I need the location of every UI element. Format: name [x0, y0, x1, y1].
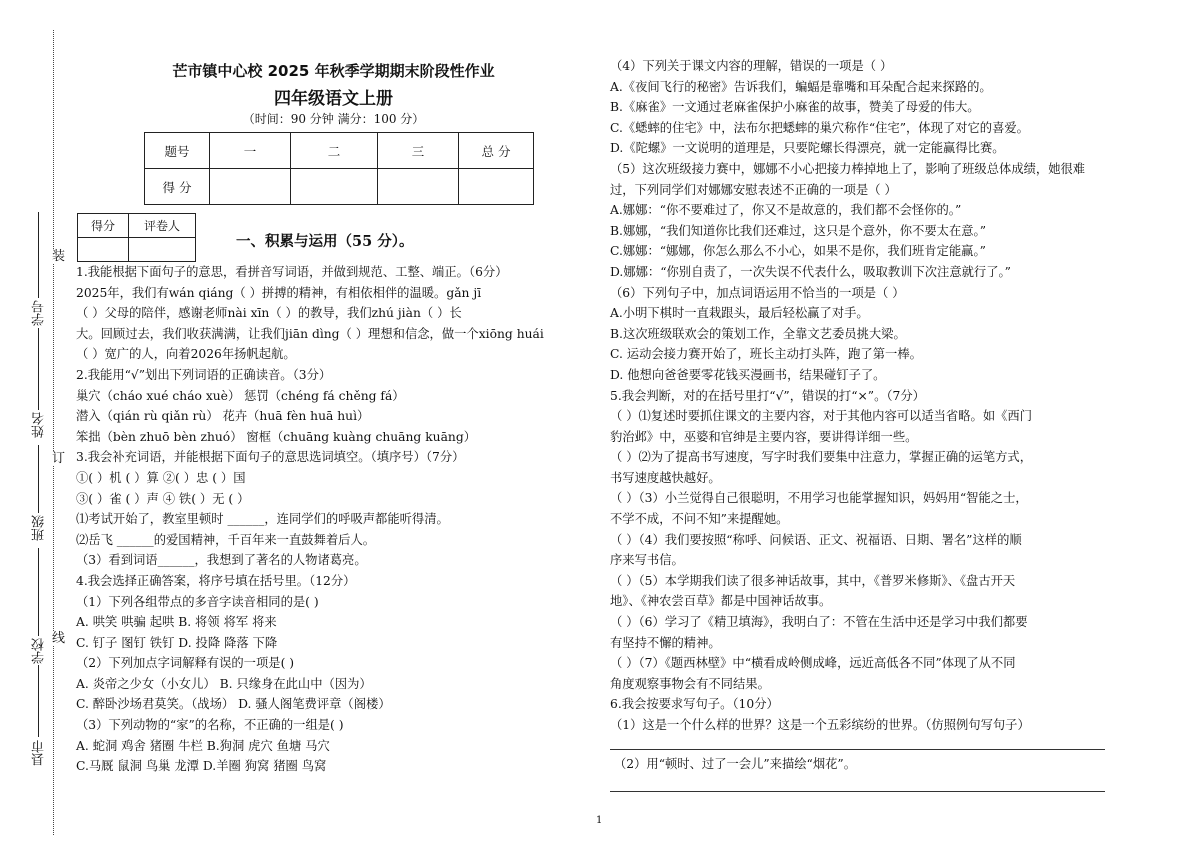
question-line: （6）下列句子中，加点词语运用不恰当的一项是（ ） — [610, 285, 905, 300]
question-line: A.小明下棋时一直栽跟头，最后轻松赢了对手。 — [610, 306, 869, 321]
question-line: （ ）（3）小兰觉得自己很聪明，不用学习也能掌握知识，妈妈用“智能之士， — [610, 491, 1028, 506]
question-line: 序来写书信。 — [610, 553, 684, 568]
question-line: C.马厩 鼠洞 鸟巢 龙潭 D.羊圈 狗窝 猪圈 鸟窝 — [76, 759, 327, 774]
question-line: （ ）（7）《题西林壁》中“横看成岭侧成峰，远近高低各不同”体现了从不同 — [610, 656, 1016, 671]
question-line: 书写速度越快越好。 — [610, 470, 721, 485]
question-line: 过，下列同学们对娜娜安慰表述不正确的一项是（ ） — [610, 182, 897, 197]
grader-score-cell[interactable] — [78, 238, 129, 262]
grader-name-cell[interactable] — [129, 238, 196, 262]
question-line: C. 钉子 图钉 铁钉 D. 投降 降落 下降 — [76, 635, 278, 650]
right-column — [610, 56, 1130, 736]
question-line: C.《蟋蟀的住宅》中，法布尔把蟋蟀的巢穴称作“住宅”，体现了对它的喜爱。 — [610, 120, 1029, 135]
question-line: （1）下列各组带点的多音字读音相同的是( ) — [76, 594, 319, 609]
score-table-header: 题号 — [145, 133, 210, 169]
field-name: 姓名 — [32, 412, 47, 438]
grader-score-label: 得分 — [78, 214, 129, 238]
question-line: A. 蛇洞 鸡舍 猪圈 牛栏 B.狗洞 虎穴 鱼塘 马穴 — [76, 738, 330, 753]
question-line: （ ）（5）本学期我们读了很多神话故事，其中，《普罗米修斯》、《盘古开天 — [610, 573, 1016, 588]
question-line: ③( ）雀 ( ）声 ④ 铁( ）无 ( ） — [76, 491, 250, 506]
question-line: 笨拙（bèn zhuō bèn zhuó） 窗框（chuāng kuàng chuāng kuāng） — [76, 429, 477, 444]
question-line: D.《陀螺》一文说明的道理是，只要陀螺长得漂亮，就一定能赢得比赛。 — [610, 141, 1005, 156]
question-line: ⑴考试开始了，教室里顿时 ______，连同学们的呼吸声都能听得清。 — [76, 512, 449, 527]
question-line: 巢穴（cháo xué cháo xuè） 惩罚（chéng fá chěng fá） — [76, 388, 405, 403]
question-line: C. 运动会接力赛开始了，班长主动打头阵，跑了第一棒。 — [610, 347, 922, 362]
score-cell[interactable] — [210, 169, 291, 205]
field-class-line — [38, 445, 39, 513]
question-line: 大。回顾过去，我们收获满满，让我们jiān dìng（ ）理想和信念，做一个xiōng huái — [76, 326, 544, 341]
grader-name-label: 评卷人 — [129, 214, 196, 238]
score-cell[interactable] — [459, 169, 534, 205]
question-line: （1）这是一个什么样的世界？这是一个五彩缤纷的世界。（仿照例句写句子） — [610, 718, 1030, 732]
binding-mark-zhuang: 装 — [52, 249, 66, 264]
question-line: D.娜娜：“你别自责了，一次失误不代表什么，吸取教训下次注意就行了。” — [610, 264, 1011, 279]
question-line: （3）下列动物的“家”的名称，不正确的一组是( ) — [76, 718, 344, 733]
field-student-number-line — [38, 212, 39, 298]
exam-time-info: （时间：90 分钟 满分：100 分） — [242, 112, 425, 126]
page-number: 1 — [596, 815, 603, 826]
question-line: 6.我会按要求写句子。（10分） — [610, 697, 779, 712]
question-line: （ ）⑵为了提高书写速度，写字时我们要集中注意力，掌握正确的运笔方式， — [610, 450, 1033, 465]
question-line: 地》、《神农尝百草》都是中国神话故事。 — [610, 594, 832, 609]
binding-mark-xian: 线 — [52, 631, 66, 646]
question-line: （ ）父母的陪伴，感谢老师nài xīn（ ）的教导，我们zhú jiàn（ ）长 — [76, 306, 462, 321]
score-cell[interactable] — [378, 169, 459, 205]
question-line: 潜入（qián rù qiǎn rù） 花卉（huā fèn huā huì） — [76, 409, 370, 424]
exam-subject-title: 四年级语文上册 — [274, 89, 393, 109]
question-line: B.这次班级联欢会的策划工作，全靠文艺委员挑大梁。 — [610, 326, 906, 341]
question-line: B.《麻雀》一文通过老麻雀保护小麻雀的故事，赞美了母爱的伟大。 — [610, 100, 980, 115]
question-line: （ ）（4）我们要按照“称呼、问候语、正文、祝福语、日期、署名”这样的顺 — [610, 532, 1022, 547]
question-line: D. 他想向爸爸要零花钱买漫画书，结果碰钉子了。 — [610, 367, 886, 382]
field-school: 学校 — [32, 638, 47, 664]
field-school-line — [38, 548, 39, 636]
section-title: 一、积累与运用（55 分）。 — [236, 233, 414, 250]
binding-dotted-line — [53, 30, 54, 835]
score-table-header: 一 — [210, 133, 291, 169]
field-student-number: 学号 — [32, 300, 47, 326]
question-line: （2）下列加点字词解释有误的一项是( ) — [76, 656, 295, 671]
binding-mark-ding: 订 — [52, 451, 66, 466]
question-line: （3）看到词语______，我想到了著名的人物诸葛亮。 — [76, 553, 367, 568]
question-line: A.《夜间飞行的秘密》告诉我们，蝙蝠是靠嘴和耳朵配合起来探路的。 — [610, 79, 992, 94]
question-line: 5.我会判断，对的在括号里打“√”，错误的打“×”。（7分） — [610, 388, 925, 403]
question-line: （ ）（6）学习了《精卫填海》，我明白了：不管在生活中还是学习中我们都要 — [610, 615, 1028, 630]
question-line: A. 炎帝之少女（小女儿） B. 只缘身在此山中（因为） — [76, 676, 372, 691]
question-line: B.娜娜，“我们知道你比我们还难过，这只是个意外，你不要太在意。” — [610, 223, 986, 238]
question-line: A. 哄笑 哄骗 起哄 B. 将领 将军 将来 — [76, 615, 277, 630]
score-table-header: 总 分 — [459, 133, 534, 169]
field-county-line — [38, 665, 39, 737]
question-line: ①( ）机 ( ）算 ②( ）忠 ( ）国 — [76, 470, 246, 485]
grader-table — [77, 213, 196, 262]
exam-school-title: 芒市镇中心校 2025 年秋季学期期末阶段性作业 — [172, 62, 495, 80]
question-line: C. 醉卧沙场君莫笑。（战场） D. 骚人阁笔费评章（阁楼） — [76, 697, 391, 712]
question-line: 豹治邺》中，巫婆和官绅是主要内容，要讲得详细一些。 — [610, 429, 918, 444]
field-county: 县市 — [32, 740, 47, 766]
question-line: A.娜娜：“你不要难过了，你又不是故意的，我们都不会怪你的。” — [610, 203, 962, 218]
question-line: （2）用“顿时、过了一会儿”来描绘“烟花”。 — [614, 757, 857, 771]
score-cell[interactable] — [291, 169, 378, 205]
question-line: 2025年，我们有wán qiáng（ ）拼搏的精神，有相依相伴的温暖。gǎn jī — [76, 285, 482, 300]
question-line: C.娜娜：“娜娜，你怎么那么不小心，如果不是你，我们班肯定能赢。” — [610, 244, 986, 259]
binding-margin — [0, 0, 66, 849]
question-line: （ ）宽广的人，向着2026年扬帆起航。 — [76, 347, 296, 362]
question-line: （ ）⑴复述时要抓住课文的主要内容，对于其他内容可以适当省略。如《西门 — [610, 409, 1033, 424]
question-line: 4.我会选择正确答案，将序号填在括号里。（12分） — [76, 573, 356, 588]
answer-line[interactable] — [610, 791, 1105, 792]
field-class: 班级 — [32, 515, 47, 541]
question-line: 不学不成，不问不知”来提醒她。 — [610, 512, 789, 527]
answer-line[interactable] — [610, 749, 1105, 750]
score-table-header: 二 — [291, 133, 378, 169]
question-line: 3.我会补充词语，并能根据下面句子的意思选词填空。（填序号）（7分） — [76, 450, 465, 465]
score-table-header: 三 — [378, 133, 459, 169]
question-line: （5）这次班级接力赛中，娜娜不小心把接力棒掉地上了，影响了班级总体成绩，她很难 — [610, 161, 1086, 176]
score-table — [144, 132, 534, 205]
question-line: 2.我能用“√”划出下列词语的正确读音。（3分） — [76, 367, 332, 382]
question-line: 角度观察事物会有不同结果。 — [610, 676, 770, 691]
score-row-label: 得 分 — [145, 169, 210, 205]
left-column — [76, 262, 591, 777]
question-line: 有坚持不懈的精神。 — [610, 635, 721, 650]
question-line: 1.我能根据下面句子的意思，看拼音写词语，并做到规范、工整、端正。（6分） — [76, 265, 508, 279]
question-line: （4）下列关于课文内容的理解，错误的一项是（ ） — [610, 59, 893, 73]
question-line: ⑵岳飞 ______的爱国精神，千百年来一直鼓舞着后人。 — [76, 532, 376, 547]
field-name-line — [38, 328, 39, 410]
